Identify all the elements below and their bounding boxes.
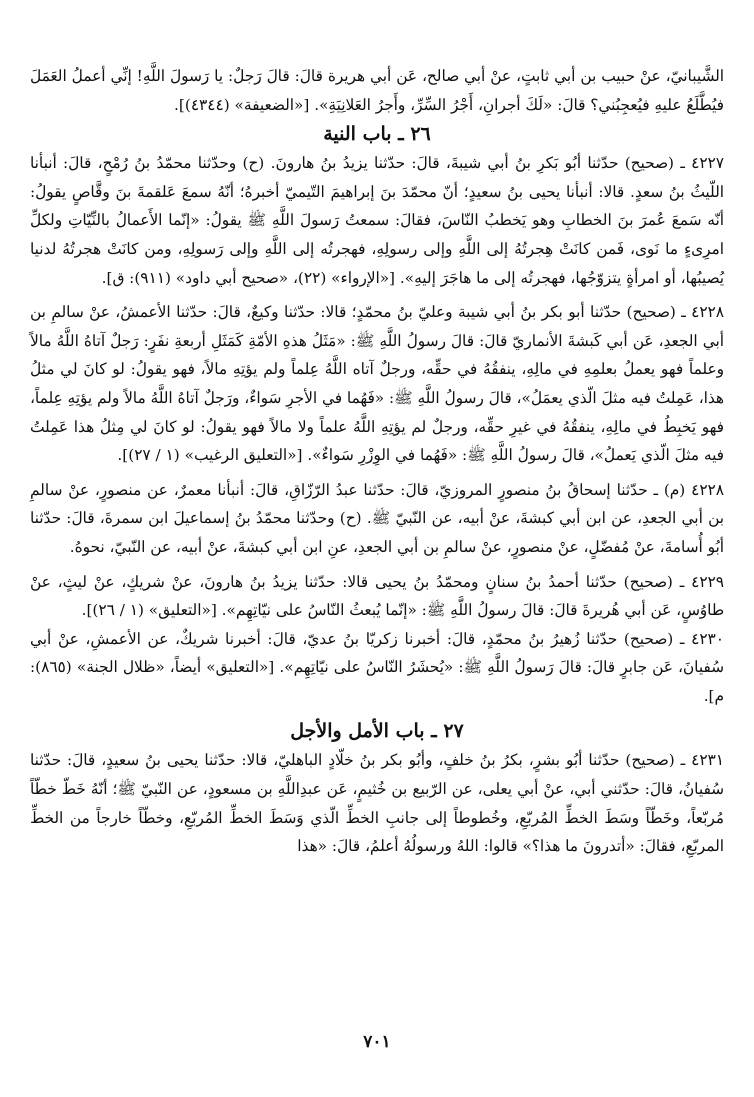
page-text (30, 62, 724, 861)
hadith-4228m: ٤٢٢٨ (م) ـ حدّثنا إسحاقُ بنُ منصورٍ المروزيّ، قالَ: حدّثنا عبدُ الرّزّاقِ، قالَ: أنبأنا معمرٌ، عن منصورٍ، عنْ سالمِ بن أبي الجعدِ، عن ابن أبي كبشةَ، عنْ أبيه، عن النّبيّ ﷺ. (ح) وحدّثنا محمّدُ بنُ إسماعيلَ ابن سمرةَ، قالَ: حدّثنا أبُو أُسامةَ، عنْ مُفضّلٍ، عنْ منصورٍ، عنْ سالمِ بن أبي الجعدِ، عنِ ابن أبي كبشةَ، عنْ أبيه، عن النّبيّ، نحوهُ. (30, 480, 724, 556)
chapter-heading-hope-and-term: ٢٧ ـ باب الأمل والأجل (290, 720, 464, 743)
hadith-4229: ٤٢٢٩ ـ (صحيح) حدّثنا أحمدُ بنُ سنانٍ ومحمّدُ بنُ يحيى قالا: حدّثنا يزيدُ بنُ هارونَ، عنْ شريكٍ، عنْ ليثٍ، عنْ طاوُسٍ، عَن أبي هُريرةَ قالَ: قالَ رسولُ اللَّهِ ﷺ: «إنّما يُبعثُ النّاسُ على نيّاتِهِم». [«التعليق» (١ / ٢٦)]. (30, 572, 724, 620)
hadith-4228: ٤٢٢٨ ـ (صحيح) حدّثنا أبو بكر بنُ أبي شيبة وعليّ بنُ محمّدٍ؛ قالا: حدّثنا وكيعٌ، قالَ: حدّثنا الأعمشُ، عنْ سالمِ بن أبي الجعدِ، عَن أبي كَبشةَ الأنماريّ قالَ: قالَ رسولُ اللَّهِ ﷺ: «مَثَلُ هذهِ الأمّةِ كَمَثَلِ أربعةِ نفَرٍ: رَجلٌ آتاهُ اللَّهُ مالاً وعلماً فهو يعملُ بعلمِهِ في مالِهِ، ينفقُهُ في حقِّه، ورجلٌ آتاه اللَّهُ عِلماً ولم يؤتِهِ مالاً، فهو يقولُ: لو كانَ لي مثلُ هذا، عَمِلتُ فيه مثلَ الّذي يعمَلُ»، قالَ رسولُ اللَّهِ ﷺ: «فَهُما في الأجرِ سَواءٌ، ورَجلٌ آتاهُ اللَّهُ مالاً ولم يؤتِهِ عِلماً، فهو يَخبِطُ في مالِهِ، ينفقُهُ في غيرِ حقِّه، ورجلٌ لم يؤتِهِ اللَّهُ علماً ولا مالاً فهو يقولُ: لو كانَ لي مِثلُ هذا عَمِلتُ فيه مثلَ الّذي يَعملُ»، قالَ رسولُ اللَّهِ ﷺ: «فَهُما في الوِزْرِ سَواءٌ». [«التعليق الرغيب» (١ / ٢٧)]. (30, 303, 724, 465)
paragraph-continuation: الشَّيبانيّ، عنْ حبيب بن أبي ثابتٍ، عنْ أبي صالح، عَن أبي هريرة قالَ: قالَ رَجلٌ: يا رَسولَ اللَّهِ! إنِّي أعملُ العَمَلَ فيُطَّلَعُ عليهِ فيُعجِبُني؟ قالَ: «لَكَ أجرانِ، أَجْرُ السِّرِّ، وأَجرُ العَلانِيَةِ». [«الضعيفة» (٤٣٤٤)]. (30, 67, 724, 114)
hadith-4227: ٤٢٢٧ ـ (صحيح) حدّثنا أبُو بَكرِ بنُ أبي شيبةَ، قالَ: حدّثنا يزيدُ بنُ هارونَ. (ح) وحدّثنا محمّدُ بنُ رُمْحٍ، قالَ: أنبأنا اللّيثُ بنُ سعدٍ. قالا: أنبأنا يحيى بنُ سعيدٍ؛ أنّ محمّدَ بنَ إبراهيمَ التّيميّ أخبرهُ؛ أنّهُ سمعَ عَلقمةَ بنَ وقَّاصٍ يقولُ: أنّه سَمعَ عُمرَ بنَ الخطابِ وهو يَخطبُ النّاسَ، فقالَ: سمعتُ رَسولَ اللَّهِ ﷺ يقولُ: «إنّما الأَعمالُ بالنِّيّاتِ ولكلِّ امرِىءٍ ما نَوى، فَمن كانَتْ هِجرتُهُ إلى اللَّهِ وإلى رسولِهِ، فهجرتُه إلى اللَّهِ وإلى رَسولِهِ، ومن كانَتْ هجرتُهُ لدنيا يُصيبُها، أو امرأةٍ يتزوّجُها، فهجرتُه إلى ما هاجَرَ إليهِ». [«الإرواء» (٢٢)، «صحيح أبي داود» (٩١١): ق]. (30, 154, 724, 287)
chapter-heading-intention: ٢٦ ـ باب النية (323, 123, 431, 146)
page-number: ٧٠١ (363, 1032, 391, 1052)
hadith-4231: ٤٢٣١ ـ (صحيح) حدّثنا أبُو بشرٍ، بكرُ بنُ خلفٍ، وأبُو بكر بنُ خلّادٍ الباهليّ، قالا: حدّثنا يحيى بنُ سعيدٍ، قالَ: حدّثنا سُفيانُ، قالَ: حدّثني أبي، عنْ أبي يعلى، عن الرّبيع بن خُثيمٍ، عَن عبدِاللَّهِ بن مسعودٍ، عن النّبيّ ﷺ؛ أنّهُ خَطّ خطّاً مُربّعاً، وخَطّاً وسَطَ الخطِّ المُربّعِ، وخُطوطاً إلى جانبِ الخطِّ الّذي وَسَطَ الخطِّ المُربّعِ، وخطّاً خارجاً من الخطِّ المربّعِ، فقالَ: «أتدرونَ ما هذا؟» قالوا: اللهُ ورسولُهُ أعلمُ، قالَ: «هذا (30, 751, 724, 856)
hadith-4230: ٤٢٣٠ ـ (صحيح) حدّثنا زُهيرُ بنُ محمّدٍ، قالَ: أخبرنا زكريّا بنُ عديّ، قالَ: أخبرنا شريكٌ، عن الأعمشِ، عنْ أبي سُفيانَ، عَن جابرٍ قالَ: قالَ رَسولُ اللَّهِ ﷺ: «يُحشَرُ النّاسُ على نيّاتِهِم». [«التعليق» أيضاً، «ظلال الجنة» (٨٦٥): م]. (30, 629, 724, 705)
